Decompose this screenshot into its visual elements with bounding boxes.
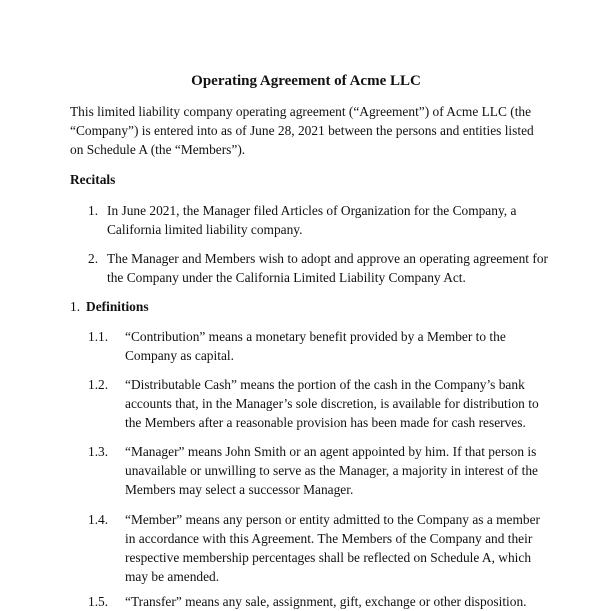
recital-item (88, 201, 548, 239)
section-number: 1. (70, 299, 81, 314)
definition-text: “Transfer” means any sale, assignment, gift, exchange or other disposition. (125, 594, 527, 609)
recitals-heading: Recitals (70, 172, 116, 187)
recital-text: In June 2021, the Manager filed Articles of Organization for the Company, a California limited liability company. (107, 203, 517, 237)
definition-item (88, 375, 548, 432)
recital-item (88, 249, 548, 287)
definition-item (88, 592, 548, 611)
definition-number: 1.4. (88, 512, 109, 527)
definition-number: 1.1. (88, 329, 109, 344)
definition-text: “Manager” means John Smith or an agent appointed by him. If that person is unavailable or unwilling to serve as the Manager, a majority in interest of the Members may select a successor Manager. (125, 444, 538, 497)
definition-text: “Distributable Cash” means the portion of the cash in the Company’s bank accounts that, in the Manager’s sole discretion, is available for distribution to the Members after a reasonable provision has been made for cash reserves. (125, 377, 539, 430)
section-title: Definitions (86, 299, 149, 314)
recital-number: 1. (88, 203, 99, 218)
definition-number: 1.5. (88, 594, 109, 609)
definition-text: “Member” means any person or entity admitted to the Company as a member in accordance with this Agreement. The Members of the Company and their respective membership percentages shall be reflected on Schedule A, which may be amended. (125, 512, 540, 584)
section-heading (70, 297, 149, 316)
recital-number: 2. (88, 251, 99, 266)
intro-paragraph: This limited liability company operating agreement (“Agreement”) of Acme LLC (the “Company”) is entered into as of June 28, 2021 between the persons and entities listed on Schedule A (the “Members”). (70, 104, 534, 157)
definition-number: 1.2. (88, 377, 109, 392)
definition-item (88, 510, 548, 586)
definition-number: 1.3. (88, 444, 109, 459)
recital-text: The Manager and Members wish to adopt and approve an operating agreement for the Company under the California Limited Liability Company Act. (107, 251, 548, 285)
definition-text: “Contribution” means a monetary benefit provided by a Member to the Company as capital. (125, 329, 506, 363)
document-title: Operating Agreement of Acme LLC (191, 73, 421, 89)
definition-item (88, 442, 548, 499)
definition-item (88, 327, 548, 365)
